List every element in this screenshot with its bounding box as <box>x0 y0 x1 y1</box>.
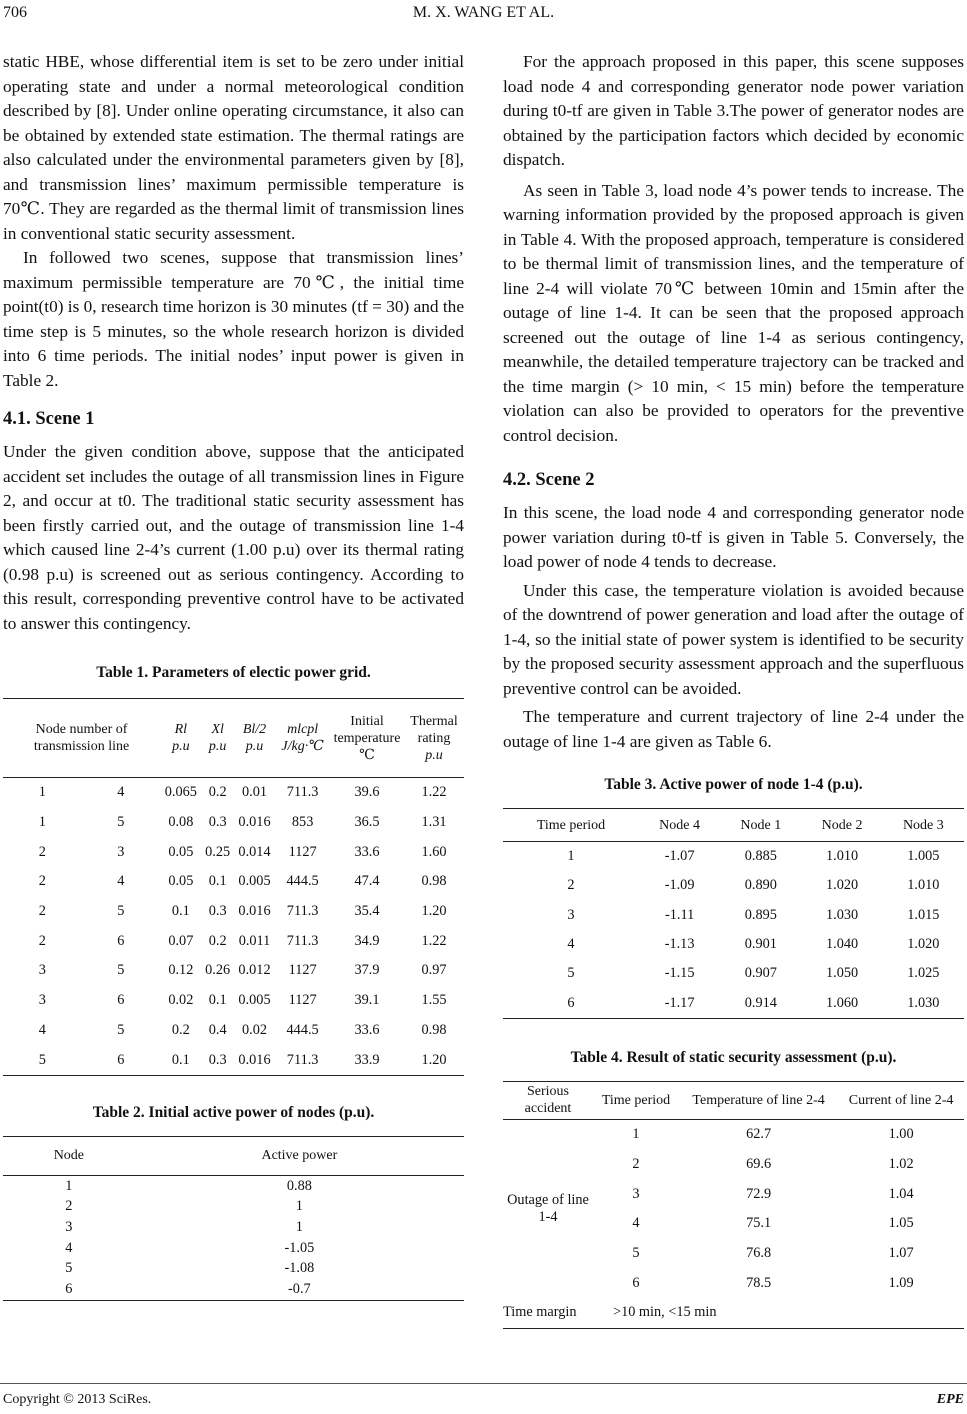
table-cell: 39.6 <box>354 784 380 801</box>
table-cell: 853 <box>291 814 314 831</box>
table-row <box>503 871 964 900</box>
table-cell: 1.030 <box>826 906 859 923</box>
table-cell: 2 <box>38 843 46 860</box>
table-cell: 0.890 <box>744 877 777 894</box>
table-cell: 75.1 <box>746 1215 772 1232</box>
table-cell: 444.5 <box>286 1021 319 1038</box>
paragraph: In followed two scenes, suppose that transmission lines’ maximum permissible temperature are 70℃, the initial time point(t0) is 0, research time horizon is 30 minutes (tf = 30) and the time step is 5 minutes, so the whole research horizon is divided into 6 time periods. The initial nodes’ input power is given in Table 2. <box>3 248 464 390</box>
table-cell: 1.050 <box>826 965 859 982</box>
table-cell: 0.2 <box>208 784 227 801</box>
table-cell: 3 <box>38 992 46 1009</box>
table-cell: 1.040 <box>826 936 859 953</box>
table-cell: 6 <box>117 992 125 1009</box>
table-cell: 6 <box>117 932 125 949</box>
table-cell: -1.07 <box>664 848 695 865</box>
table-cell: 5 <box>117 814 125 831</box>
table-cell: 1.060 <box>826 994 859 1011</box>
paragraph: static HBE, whose differential item is set to be zero under initial operating state and under a normal meteorological condition described by [8]. Under online operating circumstance, it also can be obtained by extended state estimation. The thermal ratings are also calculated under the environmental parameters given by [8], and transmission lines’ maximum permissible temperature is 70℃. They are regarded as the thermal limit of transmission lines in conventional static security assessment. <box>3 52 464 243</box>
table-row <box>503 1298 964 1328</box>
table-cell: 1.31 <box>421 814 447 831</box>
table-cell: 1127 <box>288 992 317 1009</box>
table-cell: -1.05 <box>284 1239 315 1256</box>
table-cell: 1.20 <box>421 903 447 920</box>
table-row <box>3 897 464 927</box>
table-cell: 0.1 <box>171 1051 190 1068</box>
table-cell: 5 <box>38 1051 46 1068</box>
column-header: Time period <box>536 817 606 833</box>
table-cell: 1.60 <box>421 843 447 860</box>
table-cell: 0.88 <box>286 1177 312 1194</box>
table-row <box>3 926 464 956</box>
table-cell: 4 <box>117 784 125 801</box>
table-cell: 2 <box>65 1198 73 1215</box>
column-header: Node 1 <box>740 817 782 833</box>
table-cell: 0.3 <box>208 903 227 920</box>
table-cell: -1.09 <box>664 877 695 894</box>
column-header: Thermal rating p.u <box>410 713 458 763</box>
table-cell: 5 <box>117 903 125 920</box>
table-cell: 1.015 <box>907 906 940 923</box>
table-cell: 1 <box>38 814 46 831</box>
node-power-table <box>503 808 964 1019</box>
table-cell: 0.2 <box>208 932 227 949</box>
table-cell: 6 <box>117 1051 125 1068</box>
table-cell: 0.97 <box>421 962 447 979</box>
table-caption: Table 1. Parameters of electic power grid. <box>96 664 371 681</box>
table-cell: 0.07 <box>168 932 194 949</box>
table-cell: 5 <box>567 965 575 982</box>
table-cell: 1.20 <box>421 1051 447 1068</box>
table-caption: Table 2. Initial active power of nodes (p.u). <box>92 1103 375 1121</box>
table-cell: 76.8 <box>746 1244 772 1261</box>
accident-cell: Outage of line 1-4 <box>507 1191 589 1225</box>
table-cell: 711.3 <box>286 932 319 949</box>
table-row <box>503 901 964 930</box>
table-cell: 2 <box>38 932 46 949</box>
table-cell: 4 <box>65 1239 73 1256</box>
column-header: Temperature of line 2-4 <box>692 1092 825 1108</box>
table-cell: 2 <box>38 873 46 890</box>
table-row <box>3 1197 464 1218</box>
table-row <box>3 808 464 838</box>
table-cell: 3 <box>38 962 46 979</box>
running-title: M. X. WANG ET AL. <box>412 4 555 21</box>
copyright-notice: Copyright © 2013 SciRes. <box>3 1392 152 1407</box>
table-cell: 33.6 <box>354 1021 380 1038</box>
table-cell: 1.04 <box>888 1185 914 1202</box>
journal-abbreviation: EPE <box>936 1392 964 1407</box>
table-cell: 2 <box>632 1155 640 1172</box>
table-cell: 1127 <box>288 843 317 860</box>
table-cell: 39.1 <box>354 992 380 1009</box>
table-cell: 1.05 <box>888 1215 914 1232</box>
table-cell: 1.020 <box>907 936 940 953</box>
table-cell: 5 <box>65 1260 73 1277</box>
table-cell: 36.5 <box>354 814 380 831</box>
table-cell: 0.1 <box>171 903 190 920</box>
table-cell: 0.1 <box>208 873 227 890</box>
table-cell: -0.7 <box>288 1281 311 1298</box>
section-heading: 4.1. Scene 1 <box>3 409 95 429</box>
table-row <box>3 1238 464 1259</box>
table-cell: 5 <box>117 962 125 979</box>
table-cell: 62.7 <box>746 1126 772 1143</box>
column-header: Xl p.u <box>208 722 227 754</box>
paragraph: Under this case, the temperature violation is avoided because of the downtrend of power generation and load after the outage of 1-4, so the initial state of power system is identified to be security by the proposed security assessment approach and the superfluous preventive control can be avoided. <box>503 580 964 698</box>
column-header: Bl/2 p.u <box>242 722 267 754</box>
security-assessment-table <box>503 1081 964 1329</box>
parameters-table <box>3 698 464 1076</box>
table-cell: 78.5 <box>746 1274 772 1291</box>
time-margin-value: >10 min, <15 min <box>613 1304 717 1321</box>
time-margin-label: Time margin <box>503 1304 577 1321</box>
table-cell: 711.3 <box>286 1051 319 1068</box>
table-cell: -1.15 <box>664 965 695 982</box>
column-header: Initial temperature ℃ <box>333 713 401 763</box>
table-cell: 444.5 <box>286 873 319 890</box>
table-cell: 0.01 <box>242 784 268 801</box>
column-header: Node <box>53 1148 85 1164</box>
page-number: 706 <box>3 4 27 21</box>
table-row <box>3 1175 464 1196</box>
table-cell: 1.025 <box>907 965 940 982</box>
table-cell: 1.55 <box>421 992 447 1009</box>
table-row <box>3 778 464 808</box>
table-row <box>3 1016 464 1046</box>
table-cell: 0.98 <box>421 873 447 890</box>
table-cell: 0.012 <box>238 962 271 979</box>
table-cell: 3 <box>117 843 125 860</box>
paragraph: In this scene, the load node 4 and corresponding generator node power variation during t0-tf is given in Table 5. Conversely, the load power of node 4 tends to decrease. <box>503 503 964 571</box>
table-cell: 4 <box>117 873 125 890</box>
column-header: Node 3 <box>902 817 944 833</box>
table-cell: 0.3 <box>208 1051 227 1068</box>
paragraph: As seen in Table 3, load node 4’s power tends to increase. The warning information provided by the proposed approach is given in Table 4. With the proposed approach, temperature is considered to be thermal limit of transmission lines, and the temperature of line 2-4 will violate 70℃ between 10min and 15min after the outage of line 1-4. It can be seen that the proposed approach screened out the outage of line 1-4 as serious contingency, meanwhile, the detailed temperature trajectory can be tracked and the time margin (> 10 min, < 15 min) before the temperature violation can also be provided to operators for the preventive control decision. <box>503 180 964 445</box>
table-cell: 711.3 <box>286 903 319 920</box>
table-cell: 6 <box>65 1281 73 1298</box>
table-cell: 1127 <box>288 962 317 979</box>
column-header: mlcpl J/kg·℃ <box>281 722 324 754</box>
table-cell: 0.885 <box>744 848 777 865</box>
table-cell: 6 <box>567 994 575 1011</box>
table-cell: 72.9 <box>746 1185 772 1202</box>
table-cell: 47.4 <box>354 873 380 890</box>
paragraph: For the approach proposed in this paper, this scene supposes load node 4 and corresponding generator node power variation during t0-tf are given in Table 3.The power of generator nodes are obtained by the participation factors which decided by economic dispatch. <box>503 52 964 169</box>
table-cell: 1.030 <box>907 994 940 1011</box>
table-cell: 4 <box>632 1215 640 1232</box>
table-cell: 1 <box>567 848 575 865</box>
table-cell: 2 <box>38 903 46 920</box>
table-cell: 0.26 <box>205 962 231 979</box>
column-header: Node 4 <box>659 817 700 833</box>
table-cell: 1.22 <box>421 932 447 949</box>
table-cell: 0.02 <box>168 992 194 1009</box>
table-cell: 0.4 <box>208 1021 227 1038</box>
table-row <box>503 959 964 988</box>
table-cell: 34.9 <box>354 932 380 949</box>
table-cell: 0.005 <box>238 873 271 890</box>
table-cell: 3 <box>567 906 575 923</box>
table-row <box>3 1045 464 1075</box>
table-cell: 0.05 <box>168 843 194 860</box>
table-cell: 69.6 <box>746 1155 772 1172</box>
table-cell: 1 <box>295 1219 303 1236</box>
table-cell: -1.13 <box>664 936 695 953</box>
table-cell: 0.25 <box>205 843 231 860</box>
column-header: Rl p.u <box>172 722 190 754</box>
table-cell: 0.2 <box>171 1021 190 1038</box>
table-cell: 0.016 <box>238 903 271 920</box>
table-cell: 1 <box>632 1126 640 1143</box>
left-column <box>3 50 464 1301</box>
table-row <box>3 1259 464 1280</box>
column-header: Serious accident <box>524 1084 572 1117</box>
table-row <box>503 988 964 1018</box>
table-cell: 1.010 <box>907 877 940 894</box>
table-row <box>3 986 464 1016</box>
table-cell: 0.914 <box>744 994 777 1011</box>
table-cell: 1.02 <box>888 1155 914 1172</box>
table-cell: 0.3 <box>208 814 227 831</box>
right-column <box>503 50 964 1329</box>
table-cell: 33.9 <box>354 1051 380 1068</box>
table-cell: 0.016 <box>238 1051 271 1068</box>
table-cell: 4 <box>38 1021 46 1038</box>
table-cell: 0.98 <box>421 1021 447 1038</box>
table-cell: 6 <box>632 1274 640 1291</box>
column-header: Time period <box>601 1092 671 1108</box>
table-caption: Table 4. Result of static security assessment (p.u). <box>570 1048 897 1066</box>
table-cell: 3 <box>65 1219 73 1236</box>
table-cell: 1.07 <box>888 1244 914 1261</box>
table-row <box>503 842 964 872</box>
table-row <box>3 837 464 867</box>
table-cell: 0.016 <box>238 814 271 831</box>
table-cell: 5 <box>117 1021 125 1038</box>
table-cell: 1.00 <box>888 1126 914 1143</box>
table-row <box>503 1119 964 1149</box>
table-cell: 37.9 <box>354 962 380 979</box>
table-cell: 0.05 <box>168 873 194 890</box>
table-cell: 0.901 <box>744 936 777 953</box>
table-cell: 35.4 <box>354 903 380 920</box>
column-header: Node number of transmission line <box>33 722 130 754</box>
section-heading: 4.2. Scene 2 <box>503 470 595 490</box>
table-row <box>3 1279 464 1300</box>
table-cell: 1 <box>65 1177 73 1194</box>
table-cell: 0.1 <box>208 992 227 1009</box>
table-cell: 3 <box>632 1185 640 1202</box>
table-cell: 0.02 <box>242 1021 268 1038</box>
table-cell: 5 <box>632 1244 640 1261</box>
table-cell: 1.09 <box>888 1274 914 1291</box>
table-cell: 0.014 <box>238 843 271 860</box>
table-cell: 1 <box>38 784 46 801</box>
table-cell: 1.020 <box>826 877 859 894</box>
table-row <box>3 867 464 897</box>
column-header: Active power <box>261 1148 338 1164</box>
table-cell: -1.08 <box>284 1260 315 1277</box>
table-cell: 4 <box>567 936 575 953</box>
table-cell: 0.12 <box>168 962 194 979</box>
table-cell: 0.895 <box>744 906 777 923</box>
initial-power-table <box>3 1136 464 1301</box>
table-cell: 1.22 <box>421 784 447 801</box>
table-cell: 1.010 <box>826 848 859 865</box>
table-cell: 0.065 <box>164 784 197 801</box>
table-cell: 0.907 <box>744 965 777 982</box>
column-header: Current of line 2-4 <box>848 1092 954 1108</box>
table-cell: 0.005 <box>238 992 271 1009</box>
table-caption: Table 3. Active power of node 1-4 (p.u). <box>604 776 863 793</box>
table-cell: -1.17 <box>664 994 695 1011</box>
table-cell: -1.11 <box>664 906 695 923</box>
table-row <box>503 930 964 959</box>
table-cell: 1.005 <box>907 848 940 865</box>
table-cell: 33.6 <box>354 843 380 860</box>
table-cell: 711.3 <box>286 784 319 801</box>
paragraph: The temperature and current trajectory of line 2-4 under the outage of line 1-4 are given as Table 6. <box>503 707 964 751</box>
table-cell: 0.08 <box>168 814 194 831</box>
table-row <box>3 1217 464 1238</box>
paragraph: Under the given condition above, suppose that the anticipated accident set includes the outage of all transmission lines in Figure 2, and occur at t0. The traditional static security assessment has been firstly carried out, and the outage of transmission line 1-4 which caused line 2-4’s current (1.00 p.u) over its thermal rating (0.98 p.u) is screened out as serious contingency. According to this result, corresponding preventive control have to be activated to answer this contingency. <box>3 442 464 633</box>
column-header: Node 2 <box>821 817 863 833</box>
table-cell: 2 <box>567 877 575 894</box>
table-cell: 0.011 <box>238 932 271 949</box>
table-cell: 1 <box>295 1198 303 1215</box>
table-row <box>3 956 464 986</box>
footer-divider <box>0 1383 967 1384</box>
